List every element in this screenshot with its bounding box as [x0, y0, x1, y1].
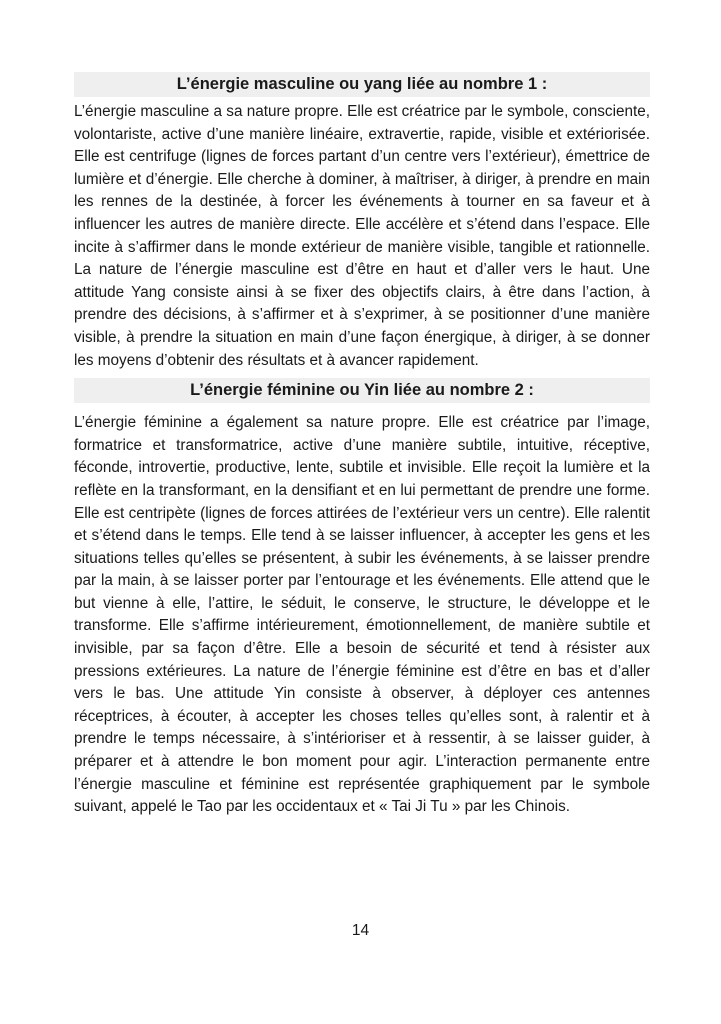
page-content	[74, 72, 650, 819]
page-number: 14	[351, 922, 370, 939]
section-masculine-energy	[74, 72, 650, 372]
section-paragraph: L’énergie féminine a également sa nature propre. Elle est créatrice par l’image, formatrice et transformatrice, active d’une manière subtile, intuitive, réceptive, féconde, introvertie, productive, lente, subtile et invisible. Elle reçoit la lumière et la reflète en la transformant, en la densifiant et en lui permettant de prendre une forme. Elle est centripète (lignes de forces attirées de l’extérieur vers un centre). Elle ralentit et s’étend dans le temps. Elle tend à se laisser influencer, à accepter les gens et les situations telles qu’elles se présentent, à subir les événements, à se laisser prendre par la main, à se laisser porter par l’entourage et les événements. Elle attend que le but vienne à elle, l’attire, le séduit, le conserve, le structure, le développe et le transforme. Elle s’affirme intérieurement, émotionnellement, de manière subtile et invisible, par sa façon d’être. Elle a besoin de sécurité et tend à résister aux pressions extérieures. La nature de l’énergie féminine est d’être en bas et d’aller vers le bas. Une attitude Yin consiste à observer, à déployer ces antennes réceptrices, à écouter, à accepter les choses telles qu’elles sont, à ralentir et à prendre le temps nécessaire, à s’intérioriser et à ressentir, à se laisser guider, à préparer et à attendre le bon moment pour agir. L’interaction permanente entre l’énergie masculine et féminine est représentée graphiquement par le symbole suivant, appelé le Tao par les occidentaux et « Tai Ji Tu » par les Chinois.	[74, 414, 650, 816]
section-heading: L’énergie féminine ou Yin liée au nombre 2 :	[74, 378, 650, 403]
section-paragraph: L’énergie masculine a sa nature propre. Elle est créatrice par le symbole, consciente, volontariste, active d’une manière linéaire, extravertie, rapide, visible et extériorisée. Elle est centrifuge (lignes de forces partant d’un centre vers l’extérieur), émettrice de lumière et d’énergie. Elle cherche à dominer, à maîtriser, à diriger, à prendre en main les rennes de la destinée, à forcer les événements à tourner en sa faveur et à influencer les autres de manière directe. Elle accélère et s’étend dans l’espace. Elle incite à s’affirmer dans le monde extérieur de manière visible, tangible et rationnelle. La nature de l’énergie masculine est d’être en haut et d’aller vers le haut. Une attitude Yang consiste ainsi à se fixer des objectifs clairs, à être dans l’action, à prendre des décisions, à s’affirmer et à s’exprimer, à se positionner d’une manière visible, à prendre la situation en main d’une façon énergique, à diriger, à se donner les moyens d’obtenir des résultats et à avancer rapidement.	[74, 103, 650, 369]
section-feminine-energy	[74, 378, 650, 819]
section-heading: L’énergie masculine ou yang liée au nombre 1 :	[74, 72, 650, 97]
